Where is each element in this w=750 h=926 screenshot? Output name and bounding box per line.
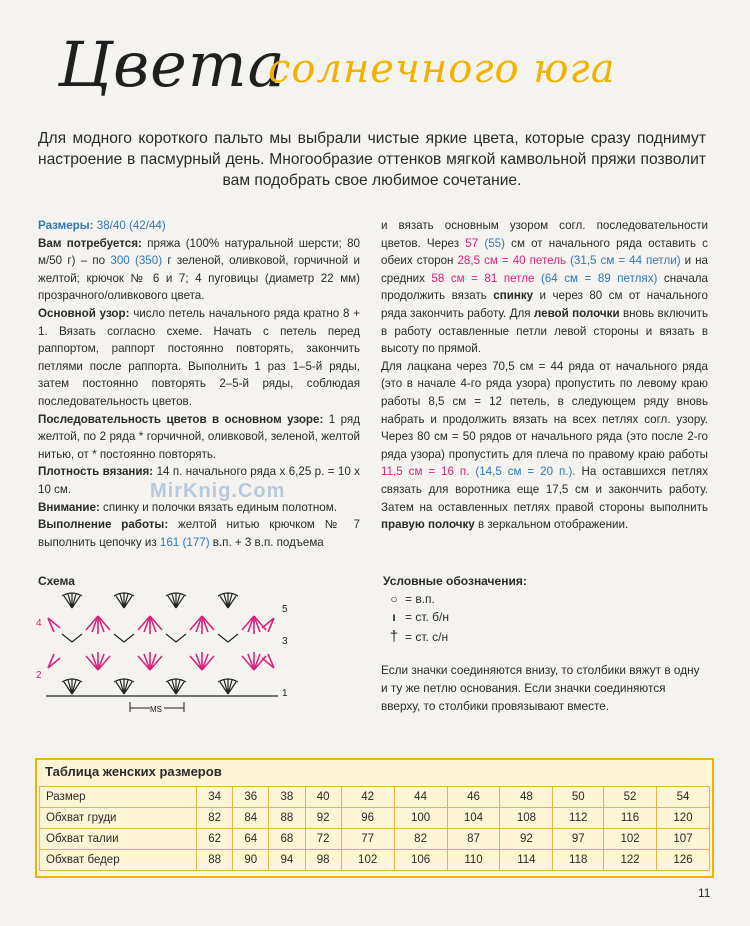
- sizes-b: (42/44): [129, 219, 166, 232]
- rtext-4: сначала продолжить вязать: [381, 271, 708, 303]
- row-label-4: 4: [36, 618, 42, 629]
- table-cell: 120: [657, 808, 710, 829]
- density-label: Плотность вязания:: [38, 465, 154, 479]
- table-cell: 72: [305, 829, 341, 850]
- table-cell: 42: [341, 787, 394, 808]
- table-cell: 46: [447, 787, 500, 808]
- table-cell: 112: [553, 808, 604, 829]
- rnum-side-a: 28,5 см = 40 петель: [457, 254, 567, 268]
- table-cell: 64: [233, 829, 269, 850]
- size-table-title: Таблица женских размеров: [45, 764, 222, 779]
- table-row: [40, 787, 710, 808]
- color-sequence-label: Последовательность цветов в основном узоре:: [38, 412, 324, 426]
- table-cell: 100: [394, 808, 447, 829]
- legend-chain-text: = в.п.: [405, 592, 435, 606]
- legend-note: Если значки соединяются внизу, то столбики вяжут в одну и ту же петлю основания. Если значки соединяются вверху, то столбики провязывают вместе.: [381, 663, 700, 713]
- table-cell: 108: [500, 808, 553, 829]
- row-label: Размер: [40, 787, 197, 808]
- row-label: Обхват талии: [40, 829, 197, 850]
- table-cell: 110: [447, 850, 500, 871]
- work-count-a: 161: [159, 535, 180, 549]
- rnum-shoulder-b: (14,5 см = 20 п.).: [475, 465, 576, 479]
- main-pattern-label: Основной узор:: [38, 306, 130, 320]
- table-cell: 98: [305, 850, 341, 871]
- legend-title: Условные обозначения:: [383, 574, 527, 588]
- table-cell: 82: [394, 829, 447, 850]
- rnum-57: 57: [465, 236, 479, 250]
- table-row: [40, 850, 710, 871]
- table-cell: 52: [604, 787, 657, 808]
- title-part-2: солнечного юга: [268, 46, 616, 92]
- table-cell: 88: [269, 808, 305, 829]
- fan-row-4: [48, 616, 274, 634]
- left-front-label: левой полочки: [533, 306, 620, 320]
- sizes-a: 38/40: [96, 219, 126, 232]
- table-cell: 88: [197, 850, 233, 871]
- table-cell: 44: [394, 787, 447, 808]
- table-cell: 102: [604, 829, 657, 850]
- materials-amount-a: 300: [110, 254, 130, 268]
- table-cell: 102: [341, 850, 394, 871]
- sizes-line: [38, 217, 360, 235]
- back-label: спинку: [493, 289, 534, 303]
- row-label-5: 5: [282, 604, 288, 615]
- materials-label: Вам потребуется:: [38, 236, 142, 250]
- legend-single-crochet: [383, 610, 449, 624]
- table-row: [40, 829, 710, 850]
- legend-half-double: [383, 628, 448, 645]
- right-paragraph-2: [381, 358, 708, 534]
- main-pattern-text: число петель начального ряда кратно 8 + 1. Вязать согласно схеме. Начать с петель перед раппортом, раппорт постоянно повторять, закончить петлями после раппорта. Выполнить 1 раз 1–5-й ряды, затем постоянно повторять 2–5-й ряды, соблюдая последовательность цветов.: [38, 306, 360, 408]
- right-front-label: правую полочку: [381, 518, 475, 532]
- table-cell: 122: [604, 850, 657, 871]
- rtext-6: вновь включить в работу оставленные петли левой стороны и вязать в высоту по прямой.: [381, 306, 708, 356]
- table-cell: 116: [604, 808, 657, 829]
- table-cell: 87: [447, 829, 500, 850]
- table-cell: 92: [305, 808, 341, 829]
- table-cell: 118: [553, 850, 604, 871]
- table-cell: 104: [447, 808, 500, 829]
- materials-text-2: г зеленой, оливковой, горчичной и желтой; крючок № 6 и 7; 4 пуговицы (диаметр 22 мм) прозрачного/оливкового цвета.: [38, 254, 360, 303]
- legend-single-text: = ст. б/н: [405, 610, 450, 624]
- table-cell: 40: [305, 787, 341, 808]
- chain-icon: ○: [390, 592, 398, 606]
- table-cell: 48: [500, 787, 553, 808]
- row-label-2: 2: [36, 670, 42, 681]
- half-double-crochet-icon: †: [389, 628, 399, 645]
- page-title: [58, 22, 698, 122]
- density-text: 14 п. начального ряда x 6,25 р. = 10 x 10 см.: [38, 465, 360, 496]
- intro-paragraph: Для модного короткого пальто мы выбрали чистые яркие цвета, которые сразу поднимут настроение в пасмурный день. Многообразие оттенков мягкой камвольной пряжи позволит вам подобрать свое любимое сочетание.: [38, 130, 706, 189]
- rnum-55: (55): [484, 236, 505, 250]
- table-cell: 84: [233, 808, 269, 829]
- rtext-2: см от начального ряда оставить с обеих сторон: [381, 236, 708, 268]
- table-cell: 82: [197, 808, 233, 829]
- rnum-side-b: (31,5 см = 44 петли): [570, 254, 681, 268]
- work-text-1: желтой нитью крючком № 7 выполнить цепочку из: [38, 518, 360, 549]
- instructions-right-column: [381, 217, 708, 534]
- row-label: Обхват груди: [40, 808, 197, 829]
- rtext-8: На оставшихся петлях связать для воротника еще 17,5 см и закончить работу. Затем на оставленных петлях правой стороны выполнить: [381, 465, 708, 514]
- table-cell: 77: [341, 829, 394, 850]
- work-line: [38, 516, 360, 551]
- sizes-label: Размеры:: [38, 219, 94, 232]
- table-cell: 97: [553, 829, 604, 850]
- table-cell: 114: [500, 850, 553, 871]
- size-table-box: [35, 758, 714, 878]
- rtext-3: и на средних: [381, 254, 708, 285]
- attention-label: Внимание:: [38, 500, 100, 514]
- row-label: Обхват бедер: [40, 850, 197, 871]
- repeat-label: MS: [150, 705, 162, 714]
- materials-line: [38, 235, 360, 305]
- materials-amount-b: (350): [135, 254, 163, 268]
- color-sequence-line: [38, 411, 360, 464]
- rtext-7: Для лацкана через 70,5 см = 44 ряда от начального ряда (это в начале 4-го ряда узора) пропустить по левому краю работы 8,5 см = 12 петель, в следующем ряду вновь набрать и продолжить вязать на всех петлях согл. узору. Через 80 см = 50 рядов от начального ряда (это после 2-го ряда узора) пропустить для плеча по правому краю работы: [381, 359, 708, 461]
- watermark: MirKnig.Com: [150, 480, 286, 502]
- table-cell: 96: [341, 808, 394, 829]
- table-cell: 34: [197, 787, 233, 808]
- legend-chain: [383, 592, 435, 606]
- fan-row-2: [48, 652, 274, 670]
- table-cell: 90: [233, 850, 269, 871]
- row-label-1: 1: [282, 688, 288, 699]
- table-cell: 50: [553, 787, 604, 808]
- table-cell: 126: [657, 850, 710, 871]
- work-count-b: (177): [182, 535, 210, 549]
- table-cell: 62: [197, 829, 233, 850]
- table-cell: 92: [500, 829, 553, 850]
- rtext-9: в зеркальном отображении.: [477, 518, 629, 532]
- row-labels: [36, 604, 288, 699]
- rnum-mid-b: (64 см = 89 петлях): [540, 271, 658, 285]
- title-part-1: Цвета: [58, 28, 286, 101]
- right-paragraph-1: [381, 217, 708, 358]
- fan-row-1: [46, 679, 278, 696]
- table-row: [40, 808, 710, 829]
- work-label: Выполнение работы:: [38, 518, 169, 532]
- table-cell: 94: [269, 850, 305, 871]
- table-cell: 68: [269, 829, 305, 850]
- rnum-shoulder-a: 11,5 см = 16 п.: [381, 465, 470, 479]
- attention-text: спинку и полочки вязать единым полотном.: [103, 500, 337, 514]
- table-cell: 107: [657, 829, 710, 850]
- fan-row-5: [62, 593, 238, 608]
- crochet-chart: [34, 586, 304, 718]
- row-label-3: 3: [282, 636, 288, 647]
- table-cell: 38: [269, 787, 305, 808]
- legend-half-text: = ст. с/н: [405, 630, 449, 644]
- table-cell: 54: [657, 787, 710, 808]
- materials-text-1: пряжа (100% натуральной шерсти; 80 м/50 г) – по: [38, 236, 360, 268]
- table-cell: 106: [394, 850, 447, 871]
- page-number: 11: [698, 886, 711, 900]
- main-pattern-line: [38, 305, 360, 411]
- rtext-1: и вязать основным узором согл. последовательности цветов. Через: [381, 219, 708, 250]
- color-sequence-text: 1 ряд желтой, по 2 ряда * горчичной, оливковой, зеленой, желтой нитью, от * постоянно повторять.: [38, 412, 360, 461]
- table-cell: 36: [233, 787, 269, 808]
- schema-label: Схема: [38, 574, 75, 588]
- size-table: [39, 786, 710, 871]
- rtext-5: и через 80 см от начального ряда закончить работу. Для: [381, 289, 708, 320]
- rnum-mid-a: 58 см = 81 петле: [431, 271, 535, 285]
- single-crochet-icon: ı: [392, 610, 396, 624]
- work-text-2: в.п. + 3 в.п. подъема: [212, 535, 324, 549]
- fan-row-3: [62, 634, 238, 642]
